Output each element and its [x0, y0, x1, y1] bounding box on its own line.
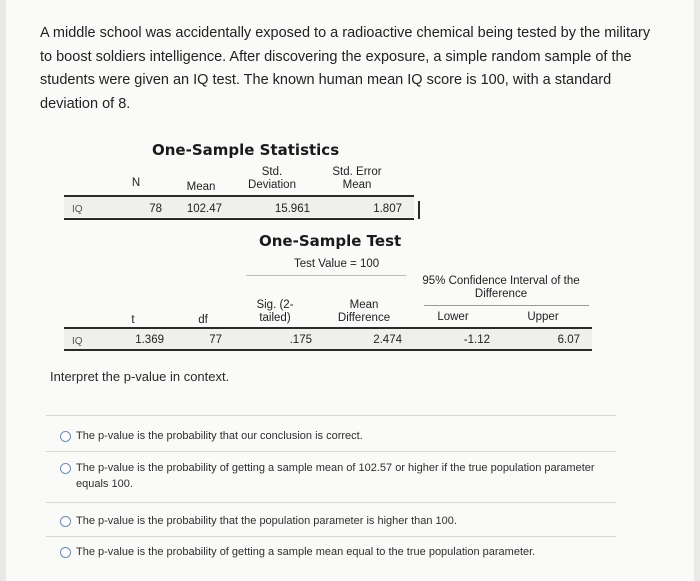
answer-option-2[interactable] — [60, 460, 600, 492]
option-label: The p-value is the probability of getting a sample mean of 102.57 or higher if the true population parameter equals 100. — [76, 462, 595, 490]
test-value-label: Test Value = 100 — [294, 258, 380, 270]
test-row-label: IQ — [72, 336, 83, 347]
stats-header-std-err: Std. Error Mean — [332, 166, 382, 191]
test-sig-value: .175 — [289, 334, 312, 346]
stats-header-std-dev: Std. Deviation — [248, 166, 296, 191]
stats-n-value: 78 — [149, 203, 162, 215]
test-lower-value: -1.12 — [463, 334, 490, 346]
question-card — [6, 0, 694, 581]
ci-header-rule — [424, 305, 589, 306]
radio-button-icon[interactable] — [60, 547, 71, 558]
stats-bottom-rule — [64, 218, 414, 220]
option-label: The p-value is the probability that our conclusion is correct. — [76, 430, 363, 442]
stats-cursor-mark — [418, 201, 420, 219]
options-divider — [46, 451, 616, 452]
options-divider — [46, 536, 616, 537]
options-divider — [46, 502, 616, 503]
test-upper-value: 6.07 — [557, 334, 580, 346]
test-mean-diff-value: 2.474 — [373, 334, 402, 346]
test-t-value: 1.369 — [135, 334, 164, 346]
answer-option-1[interactable] — [60, 428, 600, 444]
test-value-rule — [246, 275, 406, 276]
stats-mean-value: 102.47 — [186, 203, 222, 215]
question-text: A middle school was accidentally exposed to a radioactive chemical being tested by the military to boost soldiers intelligence. After discovering the exposure, a simple random sample of the students were given an IQ test. The known human mean IQ score is 100, with a standard deviation of 8. — [40, 25, 651, 112]
stats-std-dev-value: 15.961 — [274, 203, 310, 215]
ci-header: 95% Confidence Interval of the Difference — [422, 275, 580, 300]
test-header-df: df — [198, 314, 208, 326]
answer-option-4[interactable] — [60, 544, 600, 560]
test-header-t: t — [131, 314, 135, 326]
test-bottom-rule — [64, 349, 592, 351]
test-header-upper: Upper — [527, 311, 559, 323]
answer-option-3[interactable] — [60, 513, 600, 529]
test-title: One-Sample Test — [259, 232, 402, 250]
radio-button-icon[interactable] — [60, 463, 71, 474]
test-header-sig: Sig. (2-tailed) — [256, 299, 294, 324]
test-header-mean-diff: Mean Difference — [337, 299, 391, 324]
option-label: The p-value is the probability of getting a sample mean equal to the true population parameter. — [76, 546, 536, 558]
statistics-title: One-Sample Statistics — [152, 141, 340, 159]
radio-button-icon[interactable] — [60, 516, 71, 527]
prompt-text: Interpret the p-value in context. — [50, 369, 230, 384]
stats-row-label: IQ — [72, 204, 83, 215]
options-top-divider — [46, 415, 616, 416]
stats-header-mean: Mean — [186, 181, 216, 193]
test-header-lower: Lower — [437, 311, 469, 323]
test-df-value: 77 — [209, 334, 222, 346]
stats-header-n: N — [131, 177, 141, 189]
option-label: The p-value is the probability that the population parameter is higher than 100. — [76, 515, 457, 527]
radio-button-icon[interactable] — [60, 431, 71, 442]
stats-std-err-value: 1.807 — [373, 203, 402, 215]
